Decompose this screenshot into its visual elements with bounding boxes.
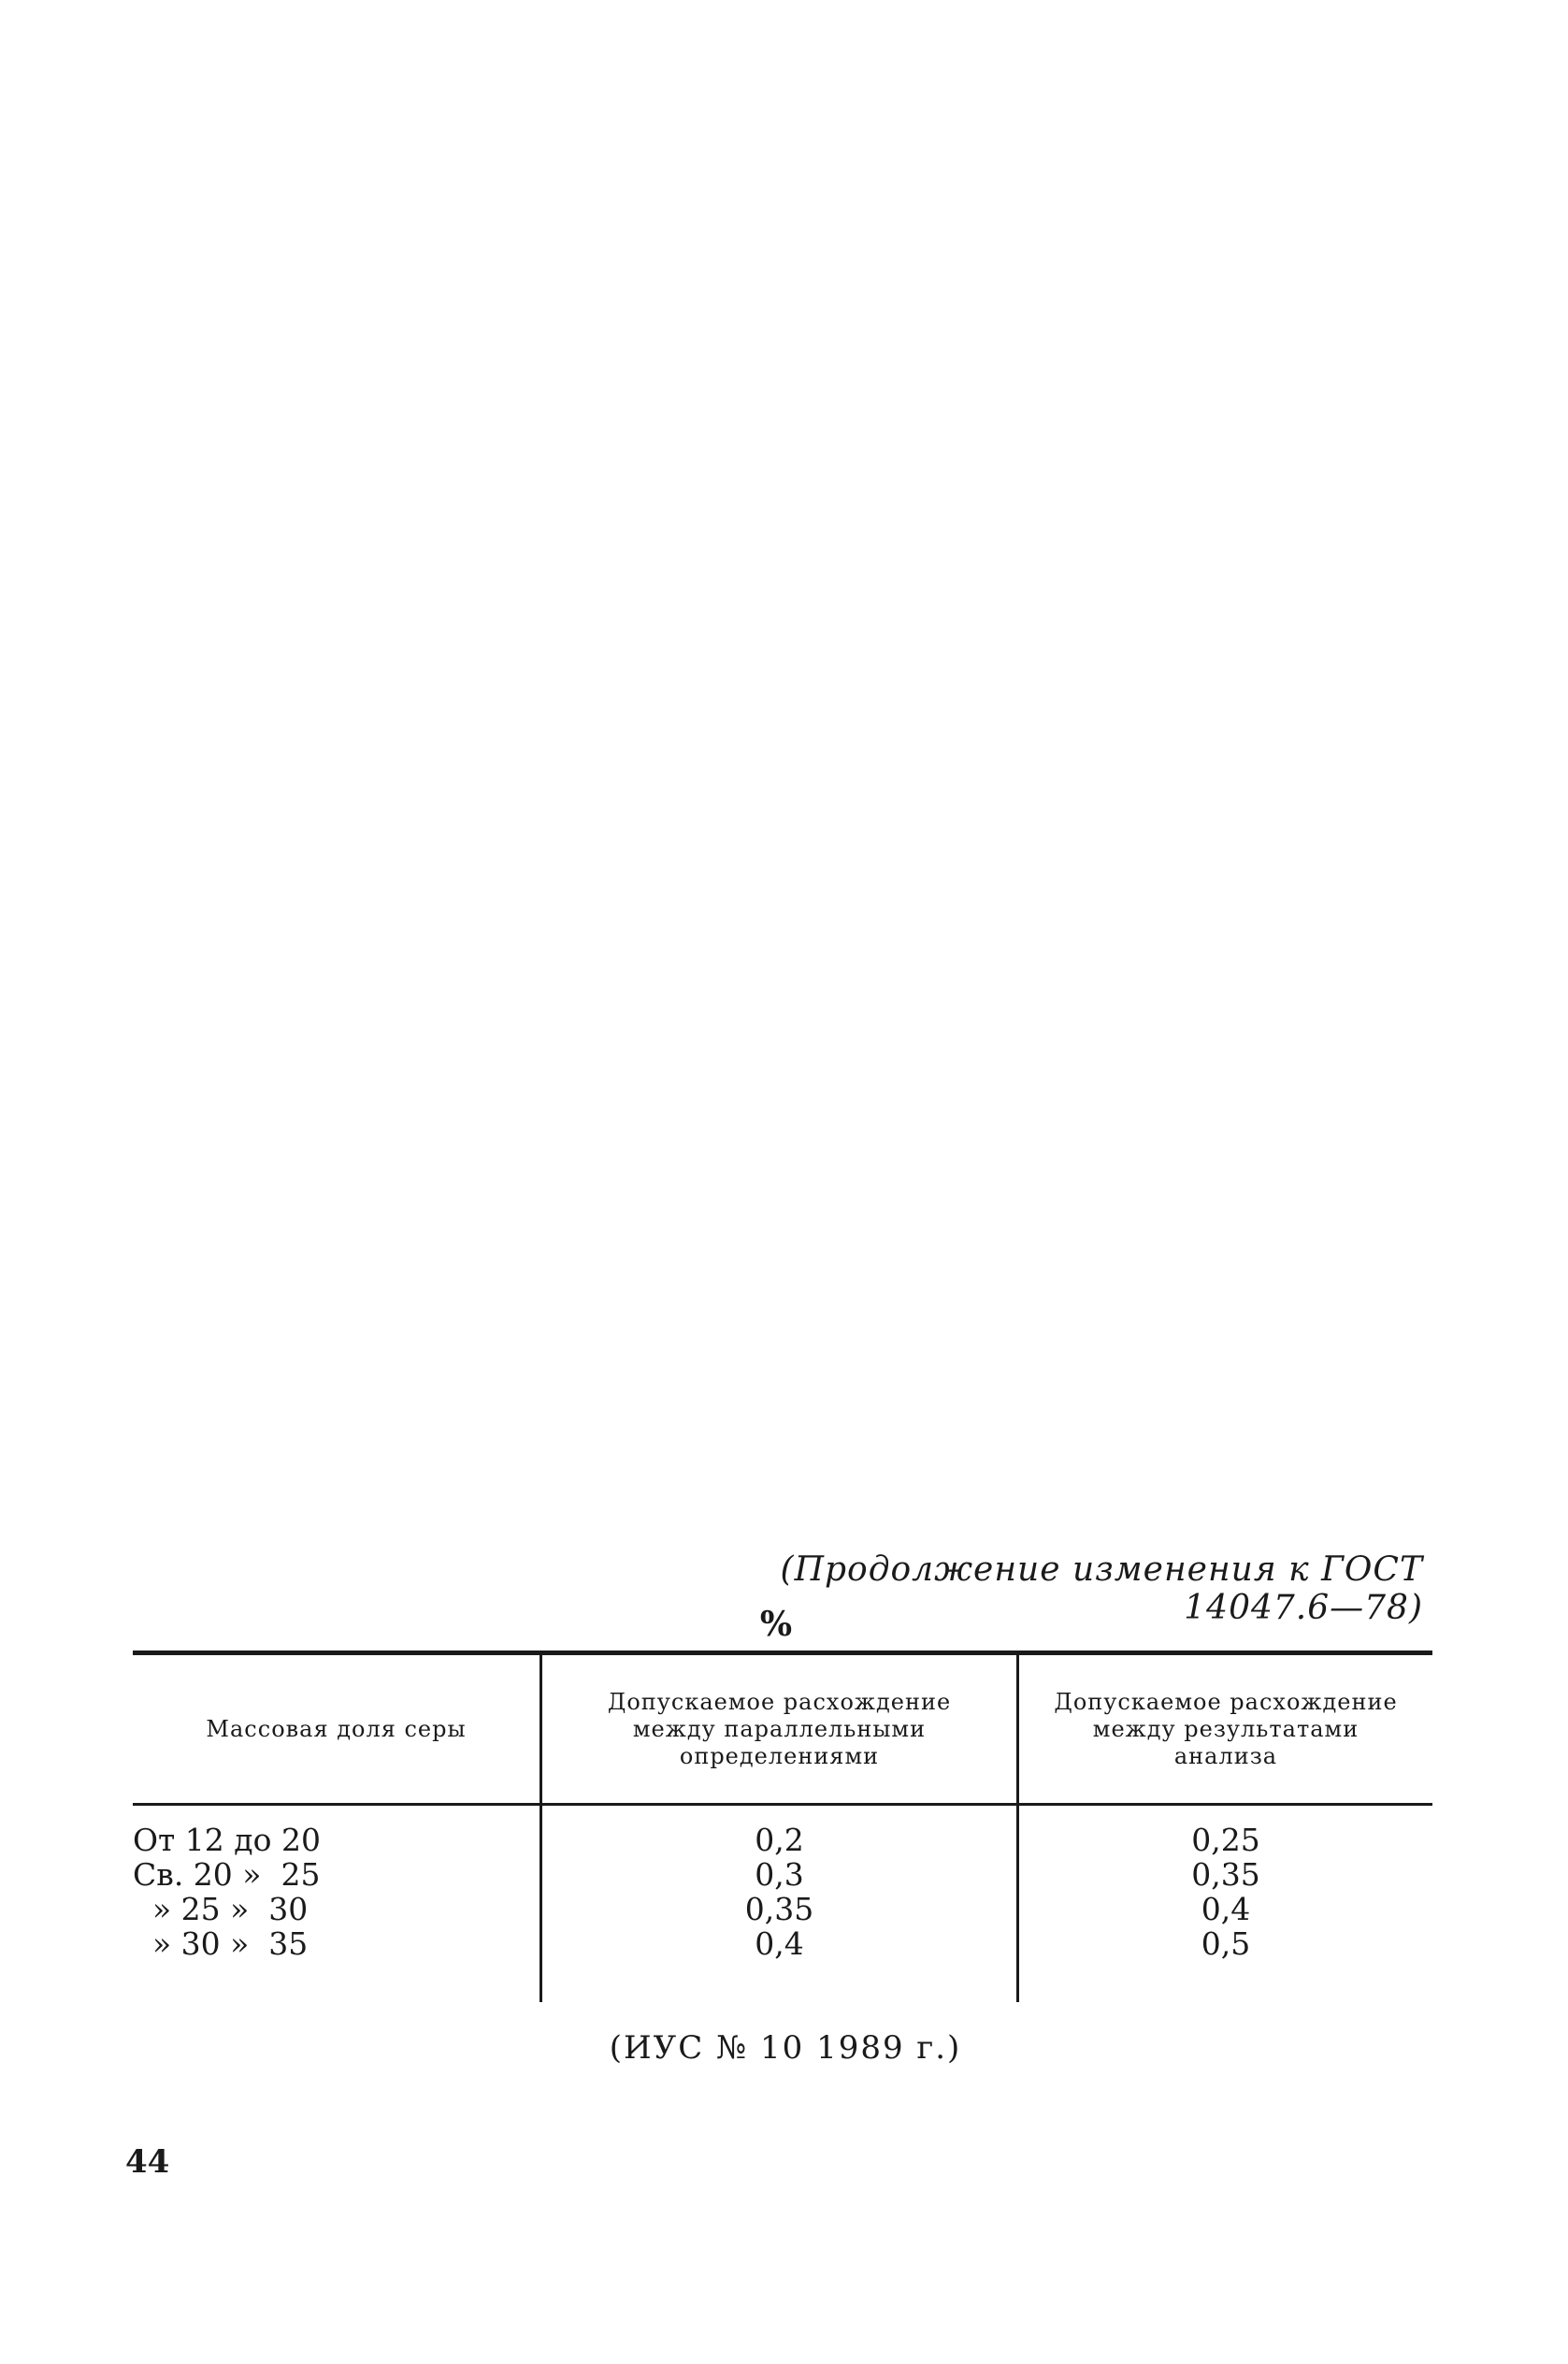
page-number: 44	[125, 2143, 170, 2181]
table-cell: 0,25	[1191, 1822, 1260, 1858]
table-cell: 0,5	[1201, 1925, 1251, 1962]
column-analysis-tolerance	[1016, 1806, 1432, 2002]
tolerance-table	[133, 1650, 1432, 2002]
table-cell: » 25 » 30	[133, 1891, 309, 1927]
table-cell: 0,3	[755, 1856, 804, 1893]
table-body	[133, 1806, 1432, 2002]
header-analysis-tolerance: Допускаемое расхождение между результатами анализа	[1016, 1655, 1432, 1803]
source-note: (ИУС № 10 1989 г.)	[609, 2029, 962, 2067]
table-cell: 0,4	[755, 1925, 804, 1962]
table-cell: От 12 до 20	[133, 1822, 321, 1858]
table-cell: 0,35	[1191, 1856, 1260, 1893]
header-parallel-tolerance: Допускаемое расхождение между параллельными определениями	[539, 1655, 1016, 1803]
continuation-note: (Продолжение изменения к ГОСТ 14047.6—78)	[780, 1550, 1423, 1627]
header-sulfur-fraction: Массовая доля серы	[206, 1715, 467, 1742]
column-sulfur-fraction	[133, 1806, 539, 2002]
table-cell: Св. 20 » 25	[133, 1856, 321, 1893]
table-cell: 0,2	[755, 1822, 804, 1858]
column-parallel-tolerance	[539, 1806, 1016, 2002]
table-cell: » 30 » 35	[133, 1925, 309, 1962]
table-cell: 0,35	[744, 1891, 814, 1927]
table-header-row	[133, 1655, 1432, 1803]
table-cell: 0,4	[1201, 1891, 1251, 1927]
unit-label: %	[759, 1605, 793, 1644]
